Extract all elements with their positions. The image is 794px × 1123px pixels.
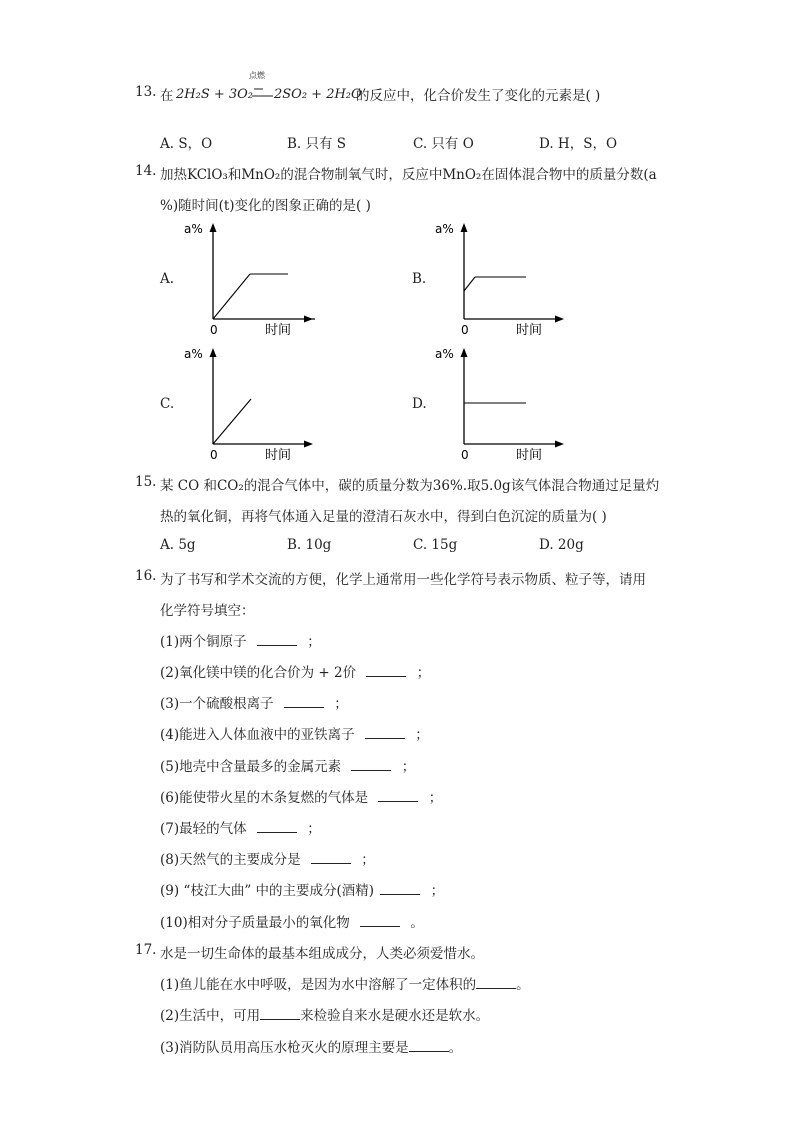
fill-item-end: 。 bbox=[448, 1040, 463, 1056]
option-b[interactable]: B. bbox=[412, 271, 427, 287]
fill-item-text: (3)一个硫酸根离子 bbox=[160, 696, 274, 712]
question-text-line2: %)随时间(t)变化的图象正确的是( ) bbox=[160, 198, 371, 214]
series-line-rise bbox=[213, 274, 250, 319]
x-axis-arrow-icon bbox=[304, 316, 313, 323]
question-text-line2: 化学符号填空： bbox=[160, 603, 255, 619]
option-c[interactable]: C. 只有 O bbox=[413, 136, 474, 152]
fill-item-4 bbox=[160, 723, 429, 743]
answer-blank[interactable] bbox=[366, 664, 406, 677]
fill-item-end: 。 bbox=[410, 915, 424, 931]
fill-item-end: ； bbox=[307, 634, 321, 650]
option-a[interactable]: A. bbox=[160, 271, 175, 287]
fill-item-text: (1)鱼儿能在水中呼吸，是因为水中溶解了一定体积的 bbox=[160, 977, 477, 993]
question-prefix: 在 bbox=[160, 88, 174, 104]
option-d[interactable]: D. bbox=[412, 396, 427, 412]
fill-item-3 bbox=[160, 1036, 462, 1056]
fill-item-8 bbox=[160, 848, 375, 868]
fill-item-end: 。 bbox=[516, 977, 530, 993]
chart-a-origin: 0 bbox=[210, 323, 218, 337]
option-d[interactable]: D. 20g bbox=[539, 537, 584, 553]
question-text-line1: 为了书写和学术交流的方便，化学上通常用一些化学符号表示物质、粒子等，请用 bbox=[160, 572, 646, 588]
question-number: 14. bbox=[135, 163, 157, 179]
fill-item-text: (7)最轻的气体 bbox=[160, 821, 247, 837]
y-axis-arrow-icon bbox=[210, 348, 217, 357]
answer-blank[interactable] bbox=[351, 758, 391, 771]
fill-item-end: ； bbox=[416, 665, 431, 681]
chart-a bbox=[180, 218, 315, 340]
fill-item-end: ； bbox=[428, 790, 443, 806]
fill-item-2 bbox=[160, 1004, 489, 1024]
fill-item-text: (3)消防队员用高压水枪灭火的原理主要是 bbox=[160, 1040, 409, 1056]
question-number: 17. bbox=[135, 942, 157, 958]
answer-blank[interactable] bbox=[409, 1039, 449, 1052]
fill-item-text: (9) “枝江大曲” 中的主要成分(酒精) bbox=[160, 883, 375, 899]
chart-c-origin: 0 bbox=[210, 448, 218, 462]
series-line-rise bbox=[213, 399, 251, 444]
question-text-line1: 某 CO 和CO₂的混合气体中，碳的质量分数为36%.取5.0g该气体混合物通过足量灼 bbox=[160, 478, 660, 494]
fill-item-text: (2)生活中，可用 bbox=[160, 1008, 261, 1024]
fill-item-text: (10)相对分子质量最小的氧化物 bbox=[160, 915, 350, 931]
option-a[interactable]: A. S，O bbox=[160, 136, 213, 152]
chart-b-ylabel: a% bbox=[435, 222, 454, 236]
question-text-line1: 加热KClO₃和MnO₂的混合物制氧气时，反应中MnO₂在固体混合物中的质量分数(a bbox=[160, 167, 657, 183]
fill-item-3 bbox=[160, 692, 348, 712]
equation-left: 2H₂S + 3O₂ bbox=[176, 87, 254, 102]
x-axis-arrow-icon bbox=[555, 441, 564, 448]
option-b[interactable]: B. 10g bbox=[287, 537, 332, 553]
fill-item-1 bbox=[160, 973, 530, 993]
y-axis-arrow-icon bbox=[461, 223, 468, 232]
y-axis-arrow-icon bbox=[210, 223, 217, 232]
option-b[interactable]: B. 只有 S bbox=[287, 136, 347, 152]
option-a[interactable]: A. 5g bbox=[160, 537, 196, 553]
fill-item-text: (1)两个铜原子 bbox=[160, 634, 247, 650]
option-d[interactable]: D. H，S，O bbox=[539, 136, 618, 152]
chart-b-origin: 0 bbox=[461, 323, 469, 337]
question-suffix: 的反应中，化合价发生了变化的元素是( ) bbox=[356, 88, 601, 104]
fill-item-text: (4)能进入人体血液中的亚铁离子 bbox=[160, 727, 355, 743]
chart-a-xlabel: 时间 bbox=[265, 323, 292, 338]
fill-item-2 bbox=[160, 661, 430, 681]
answer-blank[interactable] bbox=[257, 633, 297, 646]
fill-item-text: (8)天然气的主要成分是 bbox=[160, 852, 301, 868]
fill-item-6 bbox=[160, 786, 442, 806]
answer-blank[interactable] bbox=[476, 976, 516, 989]
fill-item-text: (6)能使带火星的木条复燃的气体是 bbox=[160, 790, 369, 806]
fill-item-text: (2)氧化镁中镁的化合价为 + 2价 bbox=[160, 665, 357, 681]
fill-item-1 bbox=[160, 630, 321, 650]
chart-c-ylabel: a% bbox=[184, 347, 203, 361]
question-number: 16. bbox=[135, 568, 157, 584]
reaction-condition: 点燃 bbox=[249, 71, 265, 80]
question-text-line2: 热的氧化铜，再将气体通入足量的澄清石灰水中，得到白色沉淀的质量为( ) bbox=[160, 509, 607, 525]
chart-d-xlabel: 时间 bbox=[516, 448, 543, 463]
chart-b bbox=[431, 218, 566, 340]
fill-item-end: ； bbox=[334, 696, 348, 712]
fill-item-end: ； bbox=[361, 852, 375, 868]
series-line-rise bbox=[464, 277, 475, 291]
fill-item-text: (5)地壳中含量最多的金属元素 bbox=[160, 759, 342, 775]
fill-item-end: ； bbox=[307, 821, 321, 837]
answer-blank[interactable] bbox=[360, 914, 400, 927]
chart-d-origin: 0 bbox=[461, 448, 469, 462]
question-number: 13. bbox=[135, 84, 157, 100]
chart-c-xlabel: 时间 bbox=[265, 448, 292, 463]
y-axis-arrow-icon bbox=[461, 348, 468, 357]
chart-b-xlabel: 时间 bbox=[516, 323, 543, 338]
option-c[interactable]: C. bbox=[160, 396, 175, 412]
chart-c bbox=[180, 343, 315, 465]
fill-item-end: ； bbox=[430, 883, 445, 899]
answer-blank[interactable] bbox=[311, 851, 351, 864]
answer-blank[interactable] bbox=[378, 789, 418, 802]
x-axis-arrow-icon bbox=[304, 441, 313, 448]
answer-blank[interactable] bbox=[260, 1007, 300, 1020]
chart-a-ylabel: a% bbox=[184, 222, 203, 236]
fill-item-10 bbox=[160, 911, 424, 931]
fill-item-end: ； bbox=[415, 727, 429, 743]
fill-item-7 bbox=[160, 817, 321, 837]
answer-blank[interactable] bbox=[365, 726, 405, 739]
fill-item-5 bbox=[160, 755, 415, 775]
fill-item-end: ； bbox=[401, 759, 416, 775]
x-axis-arrow-icon bbox=[555, 316, 564, 323]
question-text-line1: 水是一切生命体的最基本组成成分，人类必须爱惜水。 bbox=[160, 946, 484, 962]
chart-d-ylabel: a% bbox=[435, 347, 454, 361]
option-c[interactable]: C. 15g bbox=[413, 537, 458, 553]
answer-blank[interactable] bbox=[284, 695, 324, 708]
equals-sign-icon bbox=[251, 86, 275, 100]
answer-blank[interactable] bbox=[380, 882, 420, 895]
question-number: 15. bbox=[135, 474, 157, 490]
fill-item-end: 来检验自来水是硬水还是软水。 bbox=[300, 1008, 490, 1024]
answer-blank[interactable] bbox=[257, 820, 297, 833]
fill-item-9 bbox=[160, 879, 444, 899]
equation-right: 2SO₂ + 2H₂O bbox=[274, 87, 362, 102]
chart-d bbox=[431, 343, 566, 465]
